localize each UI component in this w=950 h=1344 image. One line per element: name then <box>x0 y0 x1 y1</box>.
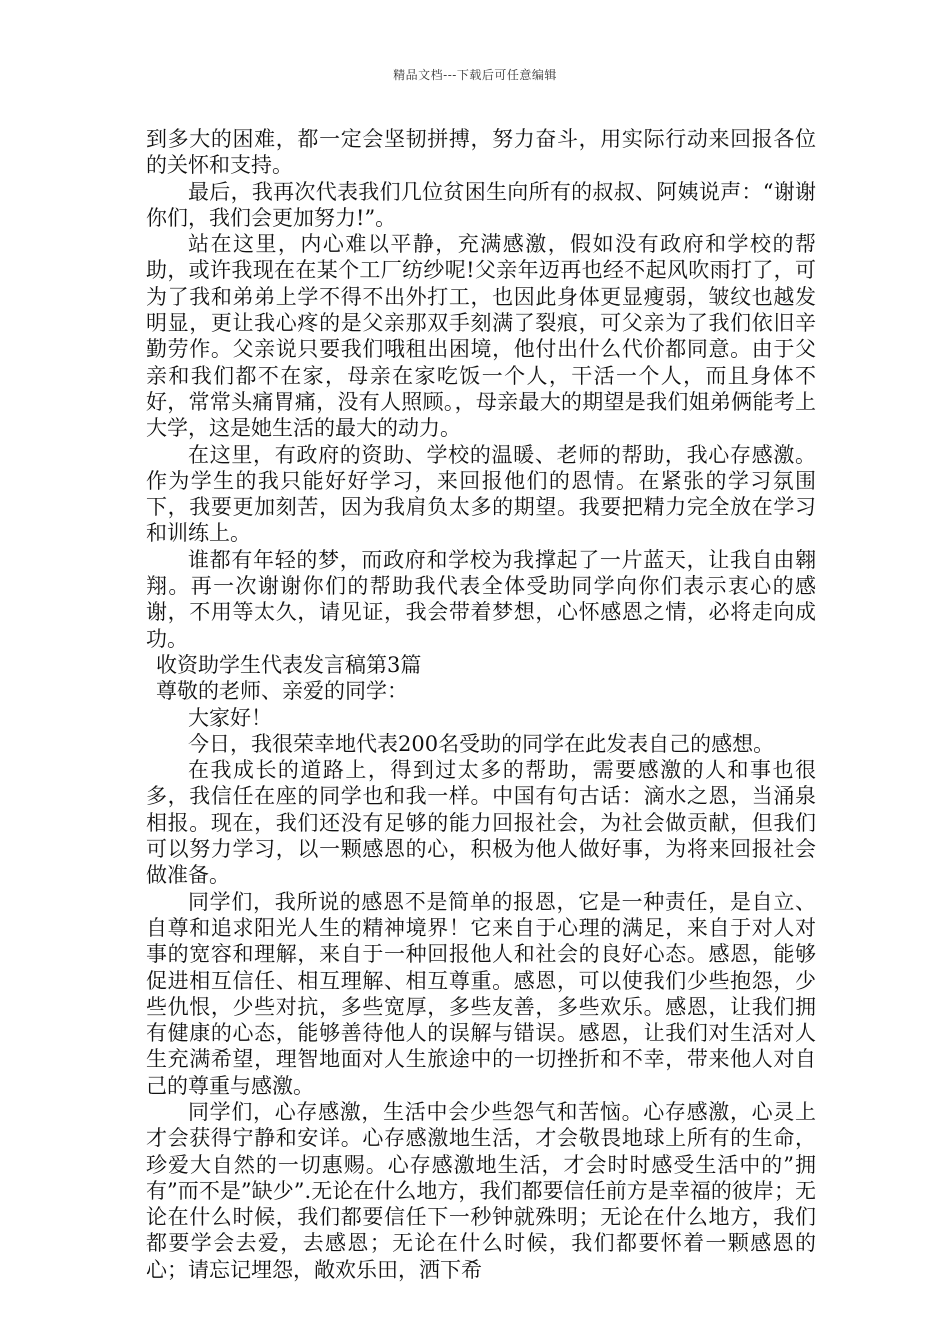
paragraph: 在我成长的道路上，得到过太多的帮助，需要感激的人和事也很多，我信任在座的同学也和我一样。中国有句古话：滴水之恩，当涌泉相报。现在，我们还没有足够的能力回报社会，为社会做贡献，但我们可以努力学习，以一颗感恩的心，积极为他人做好事，为将来回报社会做准备。 <box>146 758 816 888</box>
paragraph: 同学们，我所说的感恩不是简单的报恩，它是一种责任，是自立、自尊和追求阳光人生的精神境界！它来自于心理的满足，来自于对人对事的宽容和理解，来自于一种回报他人和社会的良好心态。感恩，能够促进相互信任、相互理解、相互尊重。感恩，可以使我们少些抱怨，少些仇恨，少些对抗，多些宽厚，多些友善，多些欢乐。感恩，让我们拥有健康的心态，能够善待他人的误解与错误。感恩，让我们对生活对人生充满希望，理智地面对人生旅途中的一切挫折和不幸，带来他人对自己的尊重与感激。 <box>146 889 816 1098</box>
paragraph: 大家好！ <box>188 705 272 730</box>
paragraph: 到多大的困难，都一定会坚韧拼搏，努力奋斗，用实际行动来回报各位的关怀和支持。 <box>146 127 816 178</box>
paragraph: 同学们，心存感激，生活中会少些怨气和苦恼。心存感激，心灵上才会获得宁静和安详。心存感激地生活，才会敬畏地球上所有的生命，珍爱大自然的一切惠赐。心存感激地生活，才会时时感受生活中的”拥有”而不是”缺少”.无论在什么地方，我们都要信任前方是幸福的彼岸；无论在什么时候，我们都要信任下一秒钟就殊明；无论在什么地方，我们都要学会去爱，去感恩；无论在什么时候，我们都要怀着一颗感恩的心；请忘记埋怨，敞欢乐田，洒下希 <box>146 1099 816 1282</box>
paragraph: 在这里，有政府的资助、学校的温暖、老师的帮助，我心存感激。作为学生的我只能好好学习，来回报他们的恩情。在紧张的学习氛围下，我要更加刻苦，因为我肩负太多的期望。我要把精力完全放在学习和训练上。 <box>146 442 816 546</box>
paragraph: 今日，我很荣幸地代表200名受助的同学在此发表自己的感想。 <box>188 731 775 756</box>
document-body <box>146 126 816 1283</box>
page-header: 精品文档---下载后可任意编辑 <box>393 68 557 82</box>
paragraph: 谁都有年轻的梦，而政府和学校为我撑起了一片蓝天，让我自由翱翔。再一次谢谢你们的帮助我代表全体受助同学向你们表示衷心的感谢，不用等太久，请见证，我会带着梦想，心怀感恩之情，必将走向成功。 <box>146 547 816 651</box>
paragraph: 最后，我再次代表我们几位贫困生向所有的叔叔、阿姨说声：“谢谢你们，我们会更加努力!”。 <box>146 179 816 230</box>
salutation: 尊敬的老师、亲爱的同学： <box>156 679 408 704</box>
paragraph: 站在这里，内心难以平静，充满感激，假如没有政府和学校的帮助，或许我现在在某个工厂纺纱呢!父亲年迈再也经不起风吹雨打了，可为了我和弟弟上学不得不出外打工，也因此身体更显瘦弱，皱纹也越发明显，更让我心疼的是父亲那双手刻满了裂痕，可父亲为了我们依旧辛勤劳作。父亲说只要我们哦租出困境，他付出什么代价都同意。由于父亲和我们都不在家，母亲在家吃饭一个人，干活一个人，而且身体不好，常常头痛胃痛，没有人照顾。，母亲最大的期望是我们姐弟俩能考上大学，这是她生活的最大的动力。 <box>146 232 816 441</box>
section-title: 收资助学生代表发言稿第3篇 <box>156 652 422 677</box>
